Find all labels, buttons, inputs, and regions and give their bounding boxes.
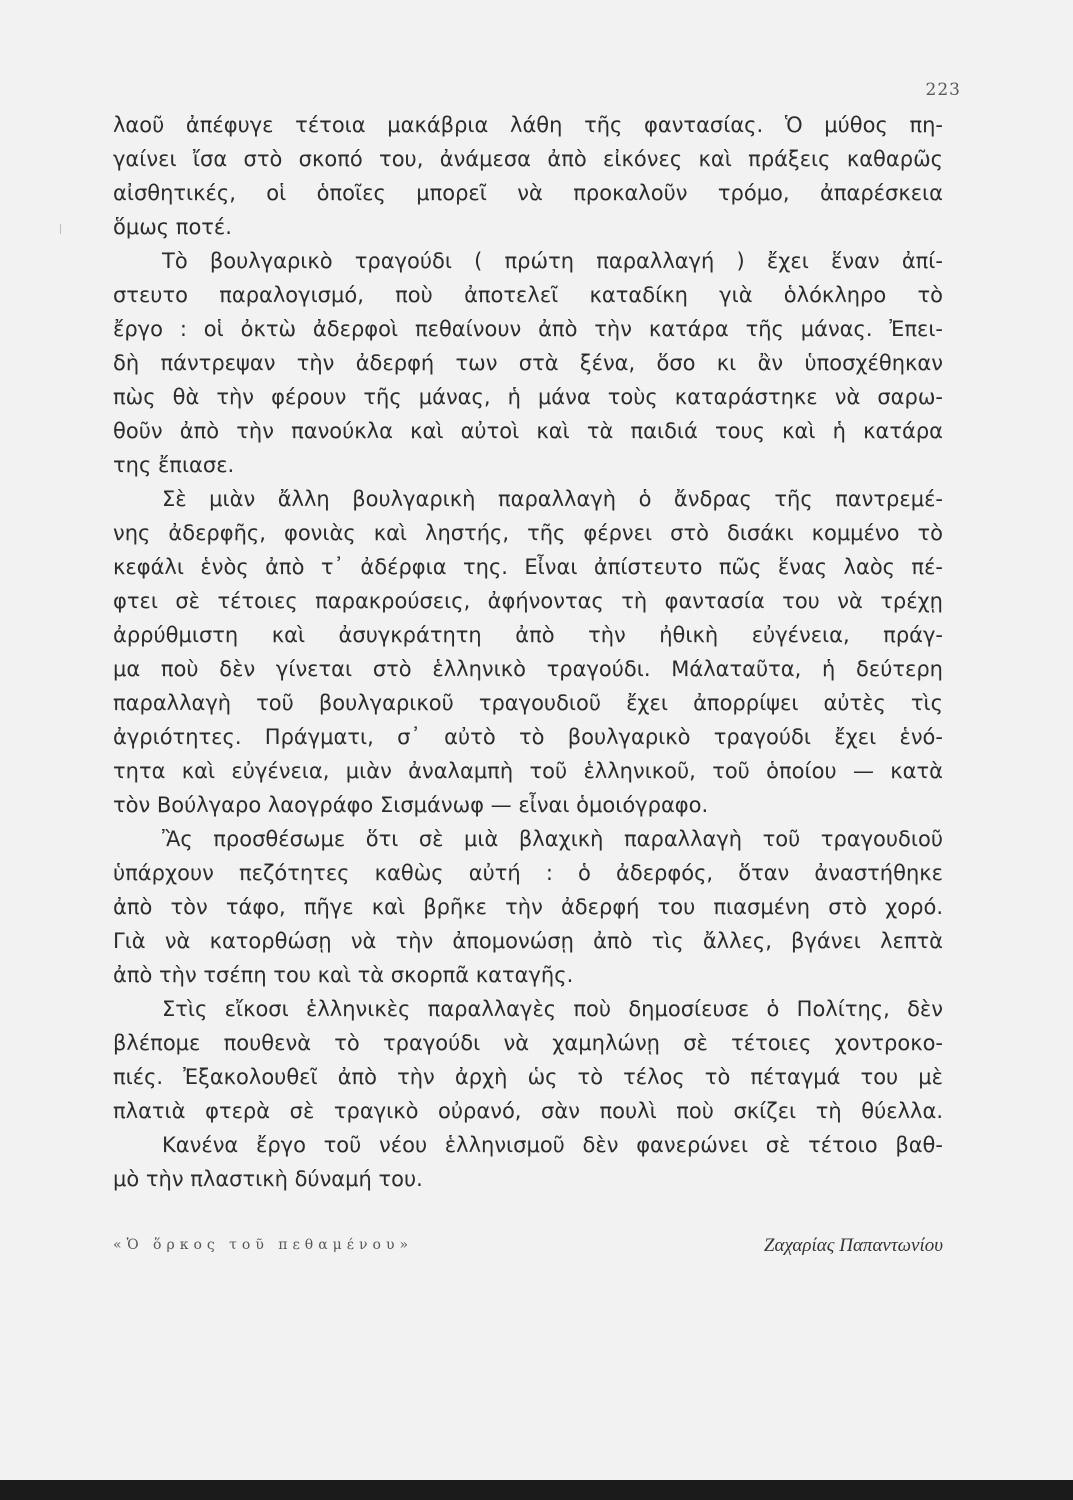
text-line: ἀρρύθμιστη καὶ ἀσυγκράτητη ἀπὸ τὴν ἠθικὴ εὐγένεια, πράγ-	[113, 623, 943, 647]
text-line: Ἂς προσθέσωμε ὅτι σὲ μιὰ βλαχικὴ παραλλαγὴ τοῦ τραγουδιοῦ	[162, 827, 943, 851]
signature-line	[113, 1237, 943, 1267]
text-line: στευτο παραλογισμό, ποὺ ἀποτελεῖ καταδίκη γιὰ ὁλόκληρο τὸ	[113, 283, 943, 307]
text-line: παραλλαγὴ τοῦ βουλγαρικοῦ τραγουδιοῦ ἔχει ἀπορρίψει αὐτὲς τὶς	[113, 691, 943, 715]
text-line: δὴ πάντρεψαν τὴν ἀδερφή των στὰ ξένα, ὅσο κι ἂν ὑποσχέθηκαν	[113, 351, 943, 375]
text-line: μα ποὺ δὲν γίνεται στὸ ἑλληνικὸ τραγούδι. Μάλαταῦτα, ἡ δεύτερη	[113, 657, 943, 681]
text-line: τὸν Βούλγαρο λαογράφο Σισμάνωφ — εἶναι ὁμοιόγραφο.	[113, 793, 709, 817]
text-line: Στὶς εἴκοσι ἑλληνικὲς παραλλαγὲς ποὺ δημοσίευσε ὁ Πολίτης, δὲν	[162, 997, 943, 1021]
author-name: Ζαχαρίας Παπαντωνίου	[763, 1235, 943, 1256]
text-line: ἀπὸ τὸν τάφο, πῆγε καὶ βρῆκε τὴν ἀδερφή του πιασμένη στὸ χορό.	[113, 895, 943, 919]
text-line: ἔργο : οἱ ὀκτὼ ἀδερφοὶ πεθαίνουν ἀπὸ τὴν κατάρα τῆς μάνας. Ἐπει-	[113, 317, 943, 341]
text-line: πλατιὰ φτερὰ σὲ τραγικὸ οὐρανό, σὰν πουλὶ ποὺ σκίζει τὴ θύελλα.	[113, 1099, 943, 1123]
text-line: κεφάλι ἑνὸς ἀπὸ τ᾿ ἀδέρφια της. Εἶναι ἀπίστευτο πῶς ἕνας λαὸς πέ-	[113, 555, 943, 579]
text-line: ἀγριότητες. Πράγματι, σ᾿ αὐτὸ τὸ βουλγαρικὸ τραγούδι ἔχει ἑνό-	[113, 725, 943, 749]
text-line: της ἔπιασε.	[113, 453, 235, 477]
binding-mark	[60, 224, 67, 234]
scan-bottom-edge	[0, 1480, 1073, 1500]
text-line: Σὲ μιὰν ἄλλη βουλγαρικὴ παραλλαγὴ ὁ ἄνδρας τῆς παντρεμέ-	[162, 487, 943, 511]
text-line: φτει σὲ τέτοιες παρακρούσεις, ἀφήνοντας τὴ φαντασία του νὰ τρέχῃ	[113, 589, 943, 613]
text-line: μὸ τὴν πλαστικὴ δύναμή του.	[113, 1167, 423, 1191]
text-line: ἀπὸ τὴν τσέπη του καὶ τὰ σκορπᾶ καταγῆς.	[113, 963, 574, 987]
page-number: 223	[925, 80, 961, 100]
text-line: πιές. Ἐξακολουθεῖ ἀπὸ τὴν ἀρχὴ ὡς τὸ τέλος τὸ πέταγμά του μὲ	[113, 1065, 943, 1089]
text-line: αἰσθητικές, οἱ ὁποῖες μπορεῖ νὰ προκαλοῦν τρόμο, ἀπαρέσκεια	[113, 181, 943, 205]
text-line: βλέπομε πουθενὰ τὸ τραγούδι νὰ χαμηλώνῃ σὲ τέτοιες χοντροκο-	[113, 1031, 943, 1055]
text-line: ὑπάρχουν πεζότητες καθὼς αὐτή : ὁ ἀδερφός, ὅταν ἀναστήθηκε	[113, 861, 943, 885]
text-line: Τὸ βουλγαρικὸ τραγούδι ( πρώτη παραλλαγή ) ἔχει ἕναν ἀπί-	[162, 249, 943, 273]
text-line: Γιὰ νὰ κατορθώσῃ νὰ τὴν ἀπομονώσῃ ἀπὸ τὶς ἄλλες, βγάνει λεπτὰ	[113, 929, 943, 953]
text-line: γαίνει ἴσα στὸ σκοπό του, ἀνάμεσα ἀπὸ εἰκόνες καὶ πράξεις καθαρῶς	[113, 147, 943, 171]
body-text	[113, 108, 943, 1196]
text-line: Κανένα ἔργο τοῦ νέου ἑλληνισμοῦ δὲν φανερώνει σὲ τέτοιο βαθ-	[162, 1133, 943, 1157]
source-title: «Ὁ ὅρκος τοῦ πεθαμένου»	[113, 1237, 414, 1253]
text-line: θοῦν ἀπὸ τὴν πανούκλα καὶ αὐτοὶ καὶ τὰ παιδιά τους καὶ ἡ κατάρα	[113, 419, 943, 443]
text-line: λαοῦ ἀπέφυγε τέτοια μακάβρια λάθη τῆς φαντασίας. Ὁ μύθος πη-	[113, 113, 943, 137]
text-line: νης ἀδερφῆς, φονιὰς καὶ ληστής, τῆς φέρνει στὸ δισάκι κομμένο τὸ	[113, 521, 943, 545]
text-line: πὼς θὰ τὴν φέρουν τῆς μάνας, ἡ μάνα τοὺς καταράστηκε νὰ σαρω-	[113, 385, 943, 409]
text-line: ὅμως ποτέ.	[113, 215, 232, 239]
text-line: τητα καὶ εὐγένεια, μιὰν ἀναλαμπὴ τοῦ ἑλληνικοῦ, τοῦ ὁποίου — κατὰ	[113, 759, 943, 783]
